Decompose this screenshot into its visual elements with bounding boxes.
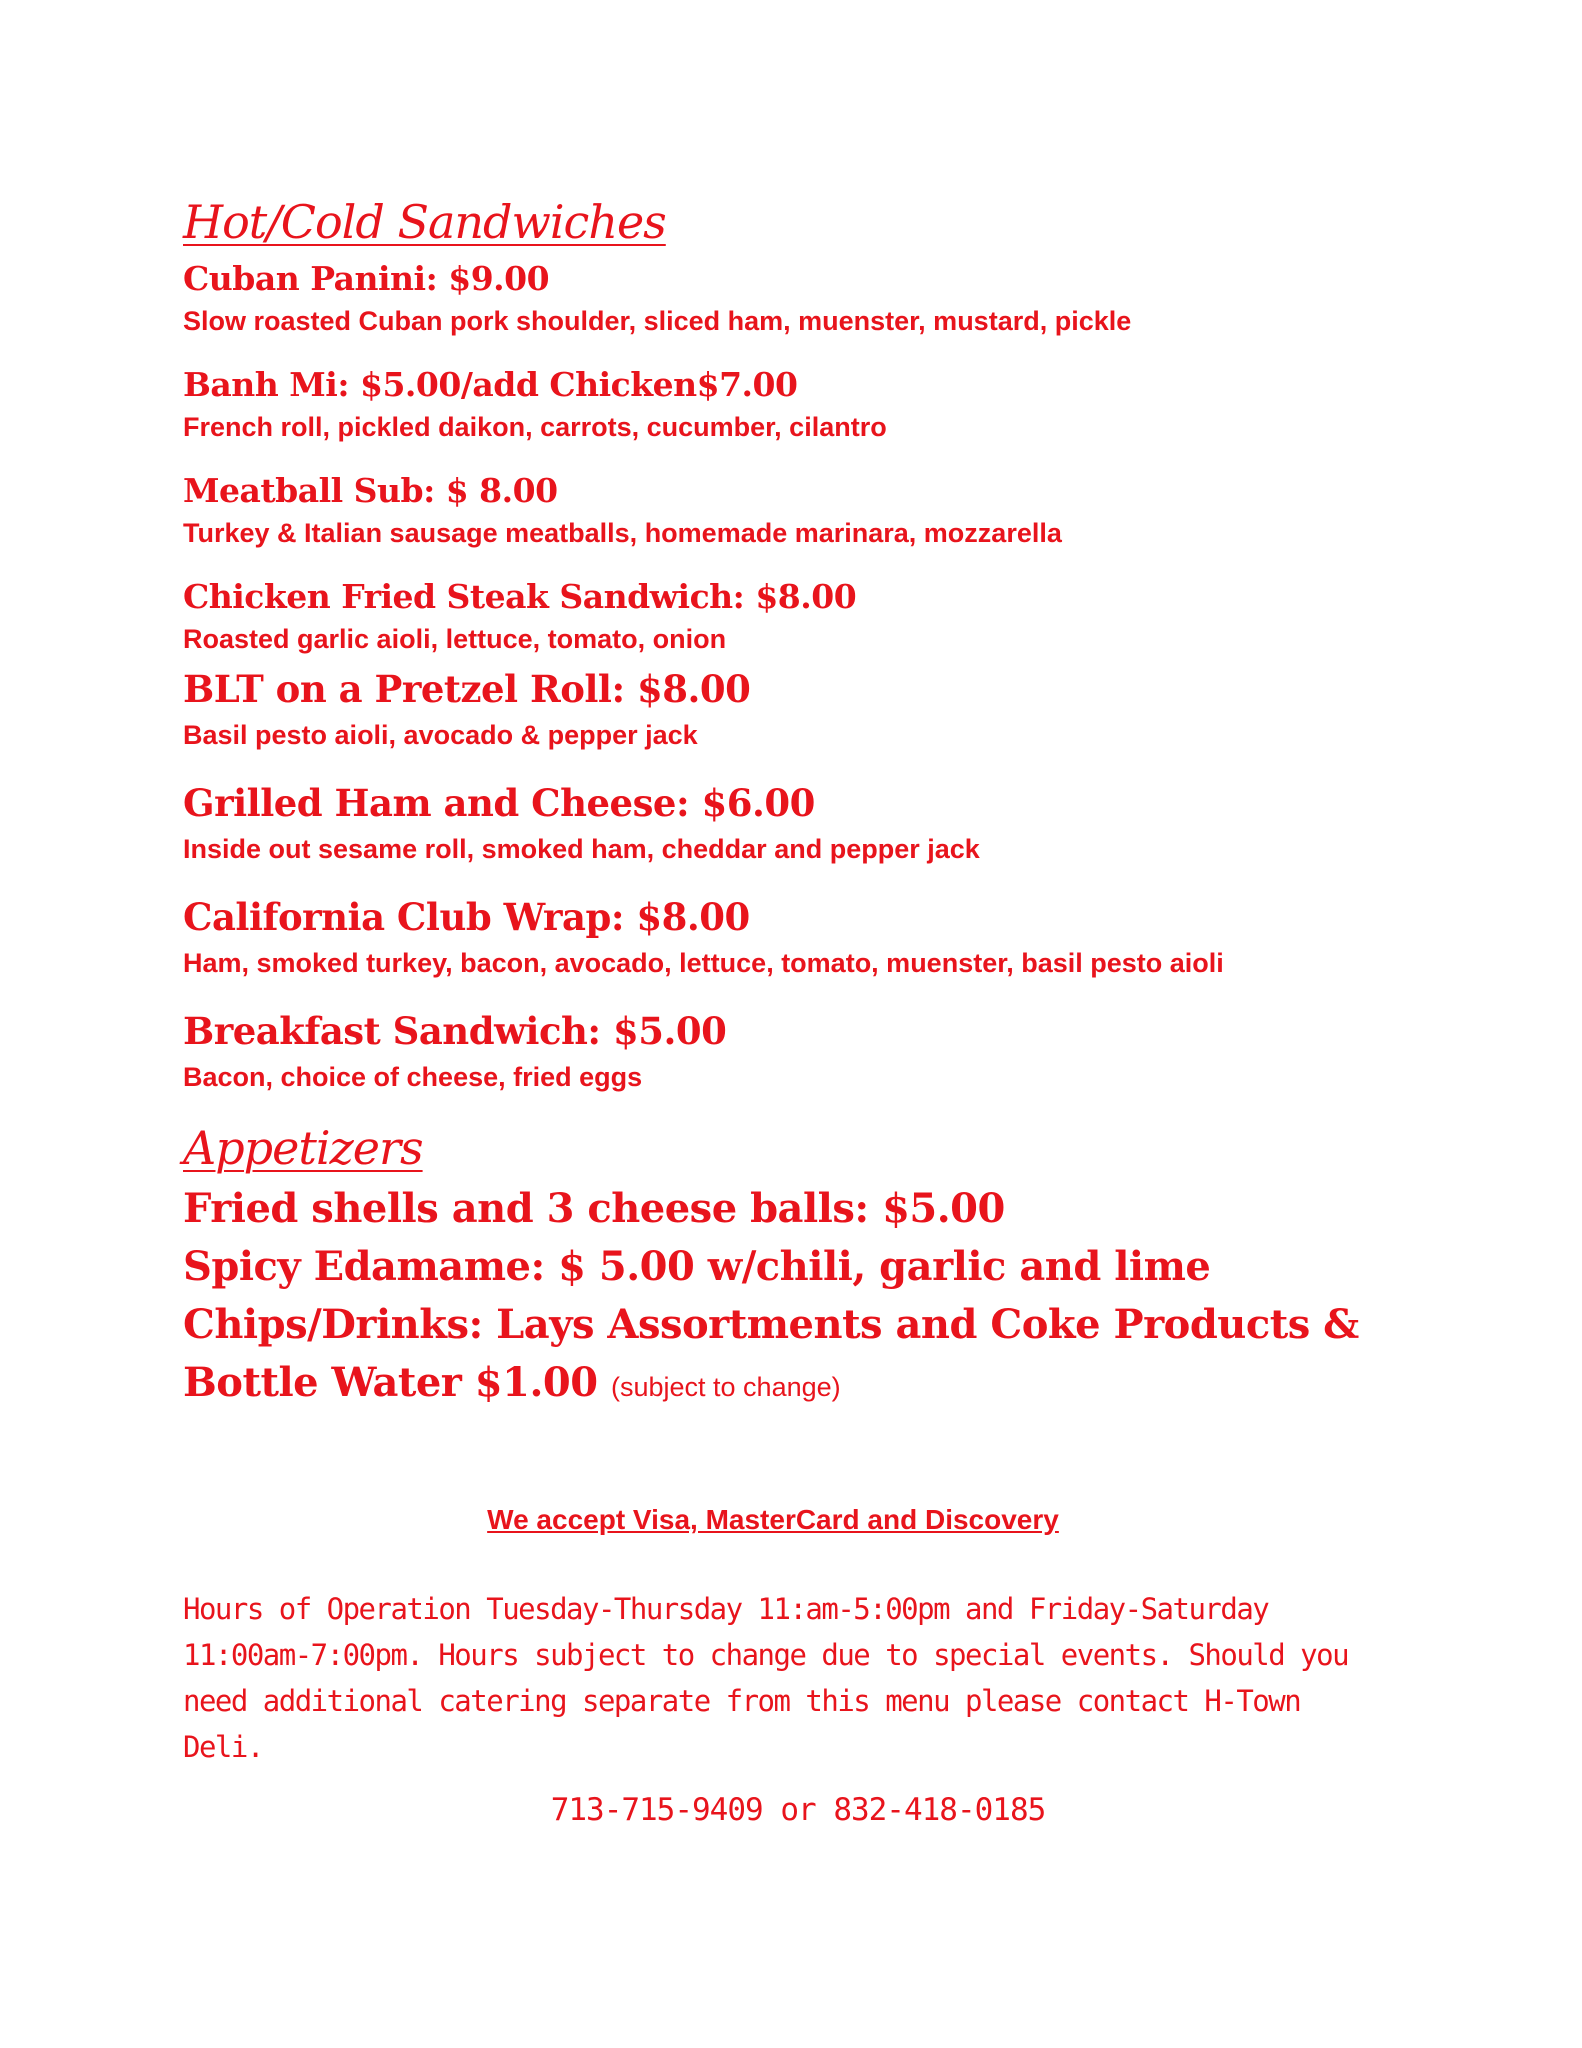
- item-description: Inside out sesame roll, smoked ham, cheddar and pepper jack: [183, 834, 980, 864]
- menu-item-banh-mi: [183, 360, 1403, 444]
- appetizers-heading: Appetizers: [183, 1121, 423, 1175]
- hours-of-operation: Hours of Operation Tuesday-Thursday 11:am-5:00pm and Friday-Saturday 11:00am-7:00pm. Hours subject to change due to special events. Should you need additional catering separate from this menu please contact H-Town Deli.: [183, 1592, 1349, 1764]
- menu-item-grilled-ham-cheese: [183, 774, 1403, 866]
- item-description: Bacon, choice of cheese, fried eggs: [183, 1062, 643, 1092]
- payment-info: We accept Visa, MasterCard and Discovery: [487, 1504, 1059, 1535]
- item-description: French roll, pickled daikon, carrots, cucumber, cilantro: [183, 412, 887, 442]
- item-name: Meatball Sub: $ 8.00: [183, 471, 558, 510]
- menu-item-chicken-fried-steak: [183, 572, 1403, 656]
- appetizer-item: Chips/Drinks: Lays Assortments and Coke Products &: [183, 1301, 1359, 1348]
- menu-item-california-club-wrap: [183, 888, 1403, 980]
- item-name: Banh Mi: $5.00/add Chicken$7.00: [183, 365, 798, 404]
- item-name: Grilled Ham and Cheese: $6.00: [183, 781, 815, 825]
- sandwiches-heading: Hot/Cold Sandwiches: [183, 195, 666, 249]
- phone-numbers: 713-715-9409 or 832-418-0185: [550, 1792, 1046, 1828]
- appetizer-item: Bottle Water $1.00: [183, 1359, 598, 1406]
- menu-page: [183, 190, 1403, 1828]
- item-description: Slow roasted Cuban pork shoulder, sliced ham, muenster, mustard, pickle: [183, 306, 1132, 336]
- appetizer-item: Fried shells and 3 cheese balls: $5.00: [183, 1185, 1005, 1232]
- menu-item-blt: [183, 660, 1403, 752]
- item-name: California Club Wrap: $8.00: [183, 895, 750, 939]
- item-name: BLT on a Pretzel Roll: $8.00: [183, 667, 751, 711]
- menu-item-breakfast-sandwich: [183, 1002, 1403, 1094]
- item-description: Ham, smoked turkey, bacon, avocado, lettuce, tomato, muenster, basil pesto aioli: [183, 948, 1224, 978]
- menu-item-meatball-sub: [183, 466, 1403, 550]
- appetizer-item: Spicy Edamame: $ 5.00 w/chili, garlic and lime: [183, 1243, 1211, 1290]
- item-name: Breakfast Sandwich: $5.00: [183, 1009, 727, 1053]
- item-name: Chicken Fried Steak Sandwich: $8.00: [183, 577, 857, 616]
- price-note: (subject to change): [611, 1372, 841, 1402]
- appetizer-item-with-note: [183, 1354, 1403, 1416]
- item-name: Cuban Panini: $9.00: [183, 259, 550, 298]
- menu-item-cuban-panini: [183, 254, 1403, 338]
- item-description: Roasted garlic aioli, lettuce, tomato, onion: [183, 624, 727, 654]
- item-description: Basil pesto aioli, avocado & pepper jack: [183, 720, 698, 750]
- item-description: Turkey & Italian sausage meatballs, homemade marinara, mozzarella: [183, 518, 1062, 548]
